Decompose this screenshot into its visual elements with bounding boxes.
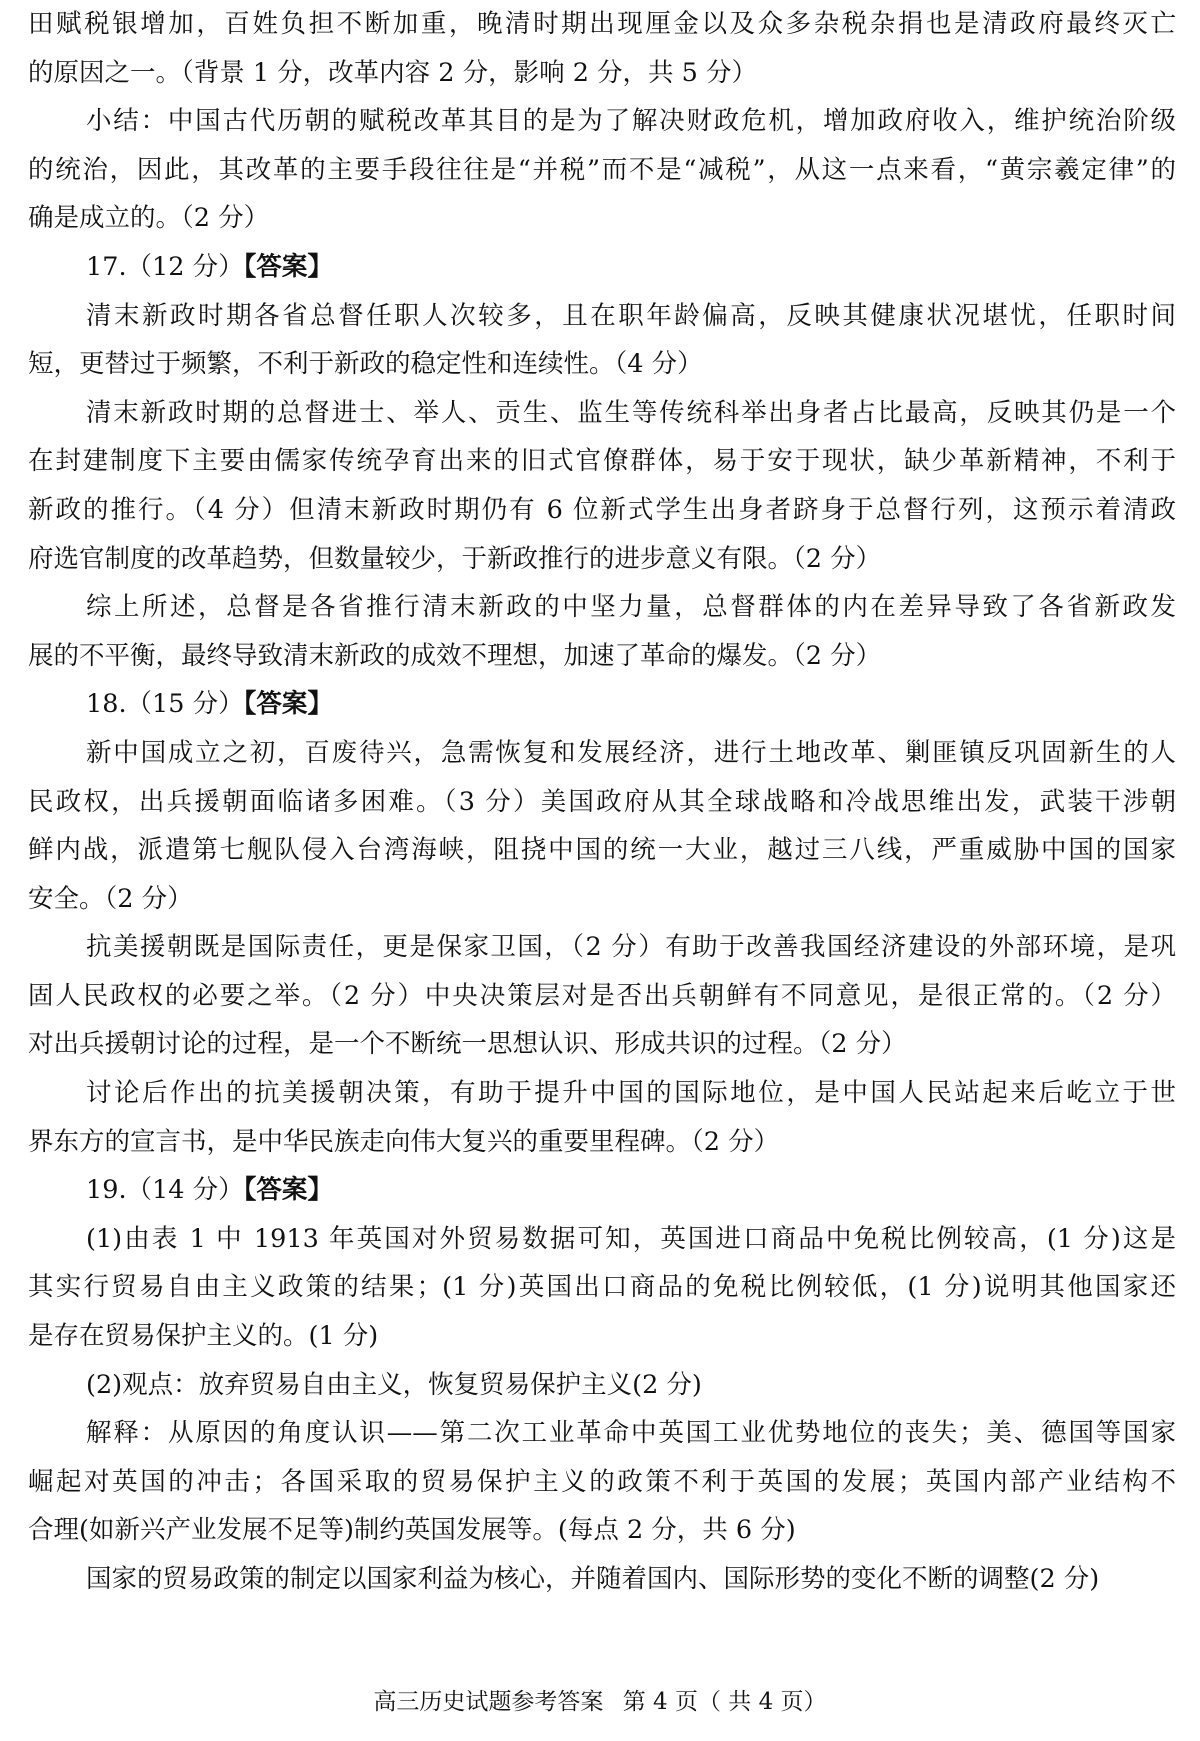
page-footer bbox=[0, 1686, 1200, 1718]
text-line: 清末新政时期各省总督任职人次较多，且在职年龄偏高，反映其健康状况堪忧，任职时间 bbox=[86, 300, 1176, 331]
text-line: 解释：从原因的角度认识——第二次工业革命中英国工业优势地位的丧失；美、德国等国家 bbox=[86, 1418, 1176, 1449]
text-line: 是存在贸易保护主义的。(1 分) bbox=[28, 1321, 379, 1352]
answer-page bbox=[28, 0, 1176, 1604]
text-line: 界东方的宣言书，是中华民族走向伟大复兴的重要里程碑。（2 分） bbox=[28, 1126, 780, 1157]
text-line: 府选官制度的改革趋势，但数量较少，于新政推行的进步意义有限。（2 分） bbox=[28, 543, 882, 574]
answer-tag: 【答案】 bbox=[243, 251, 333, 282]
q18-paragraph-3 bbox=[28, 1069, 1176, 1166]
text-line: 合理(如新兴产业发展不足等)制约英国发展等。(每点 2 分，共 6 分) bbox=[28, 1515, 796, 1546]
q19-paragraph-1 bbox=[28, 1215, 1176, 1361]
answer-tag: 【答案】 bbox=[243, 689, 333, 720]
text-line: 清末新政时期的总督进士、举人、贡生、监生等传统科举出身者占比最高，反映其仍是一个 bbox=[86, 397, 1176, 428]
question-18-heading bbox=[28, 680, 1176, 729]
q18-paragraph-1 bbox=[28, 729, 1176, 923]
text-line: 安全。（2 分） bbox=[28, 883, 193, 914]
text-line: 对出兵援朝讨论的过程，是一个不断统一思想认识、形成共识的过程。（2 分） bbox=[28, 1029, 907, 1060]
text-line: 抗美援朝既是国际责任，更是保家卫国，（2 分）有助于改善我国经济建设的外部环境，是巩 bbox=[86, 932, 1176, 963]
text-line: 短，更替过于频繁，不利于新政的稳定性和连续性。（4 分） bbox=[28, 349, 703, 380]
text-line: 其实行贸易自由主义政策的结果；(1 分)英国出口商品的免税比例较低，(1 分)说明其他国家还 bbox=[28, 1272, 1176, 1303]
document-title: 高三历史试题参考答案 bbox=[373, 1689, 604, 1715]
text-line: 新政的推行。（4 分）但清末新政时期仍有 6 位新式学生出身者跻身于总督行列，这预示着清政 bbox=[28, 494, 1176, 525]
text-line: 确是成立的。（2 分） bbox=[28, 203, 270, 234]
question-number: 17.（12 分） bbox=[86, 251, 244, 282]
question-number: 18.（15 分） bbox=[86, 689, 244, 720]
text-line: 新中国成立之初，百废待兴，急需恢复和发展经济，进行土地改革、剿匪镇反巩固新生的人 bbox=[86, 737, 1176, 768]
text-line: 展的不平衡，最终导致清末新政的成效不理想，加速了革命的爆发。（2 分） bbox=[28, 640, 882, 671]
question-19-heading bbox=[28, 1166, 1176, 1215]
text-line: 鲜内战，派遣第七舰队侵入台湾海峡，阻挠中国的统一大业，越过三八线，严重威胁中国的国家 bbox=[28, 835, 1176, 866]
text-line: 固人民政权的必要之举。（2 分）中央决策层对是否出兵朝鲜有不同意见，是很正常的。（2 分） bbox=[28, 980, 1176, 1011]
q17-paragraph-1 bbox=[28, 292, 1176, 389]
text-line: 田赋税银增加，百姓负担不断加重，晚清时期出现厘金以及众多杂税杂捐也是清政府最终灭亡 bbox=[28, 9, 1176, 39]
text-line: 讨论后作出的抗美援朝决策，有助于提升中国的国际地位，是中国人民站起来后屹立于世 bbox=[86, 1078, 1176, 1109]
q18-paragraph-2 bbox=[28, 923, 1176, 1069]
q19-paragraph-3 bbox=[28, 1409, 1176, 1555]
text-line: 的统治，因此，其改革的主要手段往往是“并税”而不是“减税”，从这一点来看，“黄宗羲定律”的 bbox=[28, 154, 1176, 185]
intro-paragraph bbox=[28, 0, 1176, 97]
text-line: 民政权，出兵援朝面临诸多困难。（3 分）美国政府从其全球战略和冷战思维出发，武装干涉朝 bbox=[28, 786, 1176, 817]
text-line: (1)由表 1 中 1913 年英国对外贸易数据可知，英国进口商品中免税比例较高，(1 分)这是 bbox=[86, 1223, 1176, 1254]
text-line: 崛起对英国的冲击；各国采取的贸易保护主义的政策不利于英国的发展；英国内部产业结构不 bbox=[28, 1466, 1176, 1497]
text-line: 国家的贸易政策的制定以国家利益为核心，并随着国内、国际形势的变化不断的调整(2 分) bbox=[86, 1564, 1100, 1594]
text-line: 的原因之一。（背景 1 分，改革内容 2 分，影响 2 分，共 5 分） bbox=[28, 57, 757, 88]
page-number: 第 4 页（ 共 4 页） bbox=[622, 1689, 827, 1715]
q19-paragraph-4 bbox=[28, 1555, 1176, 1604]
text-line: 综上所述，总督是各省推行清末新政的中坚力量，总督群体的内在差异导致了各省新政发 bbox=[86, 592, 1176, 623]
text-line: 小结：中国古代历朝的赋税改革其目的是为了解决财政危机，增加政府收入，维护统治阶级 bbox=[86, 106, 1176, 137]
question-number: 19.（14 分） bbox=[86, 1175, 244, 1206]
answer-tag: 【答案】 bbox=[243, 1175, 333, 1206]
summary-paragraph bbox=[28, 97, 1176, 243]
q17-paragraph-3 bbox=[28, 583, 1176, 680]
text-line: (2)观点：放弃贸易自由主义，恢复贸易保护主义(2 分) bbox=[86, 1369, 702, 1400]
q19-paragraph-2 bbox=[28, 1361, 1176, 1410]
text-line: 在封建制度下主要由儒家传统孕育出来的旧式官僚群体，易于安于现状，缺少革新精神，不利于 bbox=[28, 446, 1176, 477]
q17-paragraph-2 bbox=[28, 389, 1176, 583]
question-17-heading bbox=[28, 243, 1176, 292]
